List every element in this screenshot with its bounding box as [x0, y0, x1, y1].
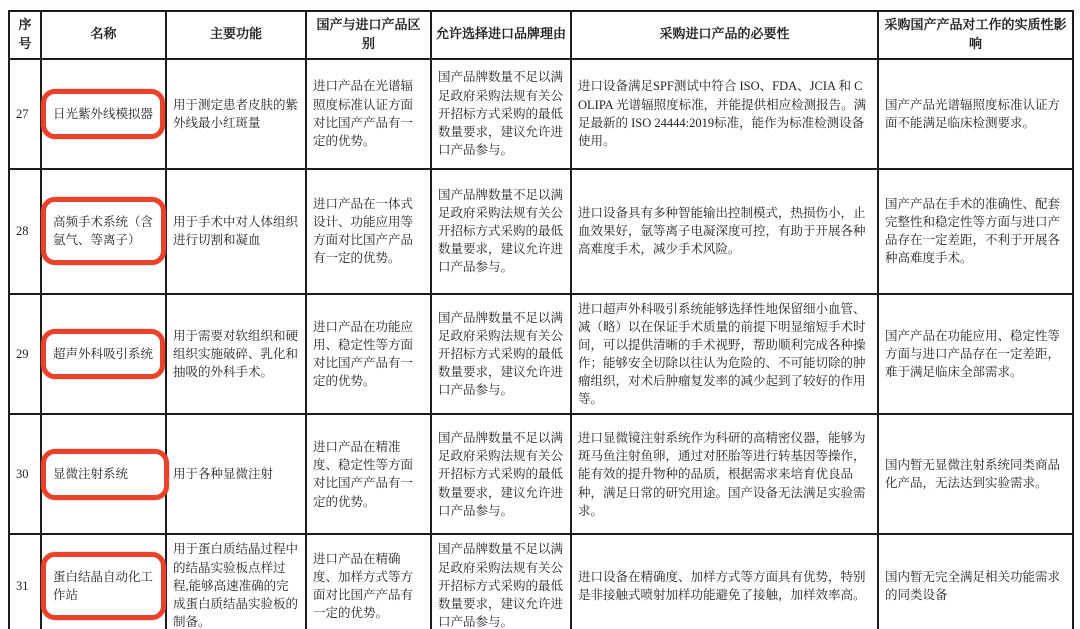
- header-import-necessity: 采购进口产品的必要性: [571, 11, 878, 59]
- equipment-name: 超声外科吸引系统: [53, 347, 154, 361]
- cell-reason: 国产品牌数量不足以满足政府采购法规有关公开招标方式采购的最低数量要求，建议允许进口产品参与。: [431, 169, 571, 294]
- cell-reason: 国产品牌数量不足以满足政府采购法规有关公开招标方式采购的最低数量要求，建议允许进口产品参与。: [431, 59, 571, 169]
- cell-no: 28: [9, 169, 41, 294]
- cell-necessity: 进口设备具有多种智能输出控制模式，热损伤小，止血效果好，氩等离子电凝深度可控，有助于开展各种高难度手术，减少手术风险。: [571, 169, 878, 294]
- table-row: [9, 534, 1073, 629]
- cell-function: 用于需要对软组织和硬组织实施破碎、乳化和抽吸的外科手术。: [166, 294, 306, 415]
- cell-reason: 国产品牌数量不足以满足政府采购法规有关公开招标方式采购的最低数量要求，建议允许进口产品参与。: [431, 414, 571, 534]
- cell-no: 27: [9, 59, 41, 169]
- cell-no: 29: [9, 294, 41, 415]
- annotation-circle: [41, 552, 166, 620]
- cell-necessity: 进口设备在精确度、加样方式等方面具有优势，特别是非接触式喷射加样功能避免了接触，加样效率高。: [571, 534, 878, 629]
- header-index: 序号: [9, 11, 41, 59]
- cell-difference: 进口产品在精准度、稳定性等方面对比国产产品有一定的优势。: [306, 414, 431, 534]
- cell-impact: 国内暂无显微注射系统同类商品化产品，无法达到实验需求。: [878, 414, 1073, 534]
- cell-difference: 进口产品在光谱辐照度标准认证方面对比国产产品有一定的优势。: [306, 59, 431, 169]
- cell-no: 31: [9, 534, 41, 629]
- cell-difference: 进口产品在精确度、加样方式等方面对比国产产品有一定的优势。: [306, 534, 431, 629]
- header-name: 名称: [41, 11, 166, 59]
- cell-necessity: 进口设备满足SPF测试中符合 ISO、FDA、JCIA 和 COLIPA 光谱辐照度标准，并能提供相应检测报告。满足最新的 ISO 24444:2019标准，能作为标准检测设备使用。: [571, 59, 878, 169]
- equipment-name: 高频手术系统（含氩气、等离子）: [53, 215, 154, 248]
- cell-impact: 国产产品在功能应用、稳定性等方面与进口产品存在一定差距，难于满足临床全部需求。: [878, 294, 1073, 415]
- equipment-name: 日光紫外线模拟器: [53, 106, 154, 121]
- table-header-row: [9, 11, 1073, 59]
- header-import-brand-reason: 允许选择进口品牌理由: [431, 11, 571, 59]
- procurement-equipment-table: [8, 10, 1074, 629]
- cell-function: 用于手术中对人体组织进行切割和凝血: [166, 169, 306, 294]
- cell-impact: 国产产品在手术的准确性、配套完整性和稳定性等方面与进口产品存在一定差距，不利于开展各种高难度手术。: [878, 169, 1073, 294]
- cell-no: 30: [9, 414, 41, 534]
- cell-name: [41, 169, 166, 294]
- cell-reason: 国产品牌数量不足以满足政府采购法规有关公开招标方式采购的最低数量要求，建议允许进口产品参与。: [431, 294, 571, 415]
- annotation-circle: [41, 329, 165, 379]
- cell-impact: 国产产品光谱辐照度标准认证方面不能满足临床检测要求。: [878, 59, 1073, 169]
- cell-function: 用于测定患者皮肤的紫外线最小红斑量: [166, 59, 306, 169]
- cell-name: [41, 414, 166, 534]
- cell-reason: 国产品牌数量不足以满足政府采购法规有关公开招标方式采购的最低数量要求，建议允许进口产品参与。: [431, 534, 571, 629]
- table-row: [9, 294, 1073, 415]
- cell-necessity: 进口显微镜注射系统作为科研的高精密仪器，能够为斑马鱼注射鱼卵，通过对胚胎等进行转基因等操作，能有效的提升物种的品质，根据需求来培育优良品种，满足日常的研究用途。国产设备无法满足实验需求。: [571, 414, 878, 534]
- equipment-name: 显微注射系统: [53, 467, 129, 482]
- table-row: [9, 59, 1073, 169]
- cell-difference: 进口产品在一体式设计、功能应用等方面对比国产产品有一定的优势。: [306, 169, 431, 294]
- table-row: [9, 169, 1073, 294]
- annotation-circle: [41, 197, 166, 265]
- table-row: [9, 414, 1073, 534]
- cell-function: 用于蛋白质结晶过程中的结晶实验板点样过程,能够高速准确的完成蛋白质结晶实验板的制备。: [166, 534, 306, 629]
- cell-name: [41, 294, 166, 415]
- cell-name: [41, 534, 166, 629]
- equipment-name: 蛋白结晶自动化工作站: [53, 569, 154, 602]
- cell-impact: 国内暂无完全满足相关功能需求的同类设备: [878, 534, 1073, 629]
- cell-difference: 进口产品在功能应用、稳定性等方面对比国产产品有一定的优势。: [306, 294, 431, 415]
- header-domestic-impact: 采购国产产品对工作的实质性影响: [878, 11, 1073, 59]
- annotation-circle: [41, 89, 165, 139]
- cell-function: 用于各种显微注射: [166, 414, 306, 534]
- annotation-circle: [41, 449, 169, 499]
- header-domestic-import-difference: 国产与进口产品区别: [306, 11, 431, 59]
- cell-name: [41, 59, 166, 169]
- header-main-function: 主要功能: [166, 11, 306, 59]
- cell-necessity: 进口超声外科吸引系统能够选择性地保留细小血管、减（略）以在保证手术质量的前提下明显缩短手术时间，可以提供清晰的手术视野，帮助顺利完成各种操作；能够安全切除以往认为危险的、不可能切除的肿瘤组织，对术后肿瘤复发率的减少起到了较好的作用等。: [571, 294, 878, 415]
